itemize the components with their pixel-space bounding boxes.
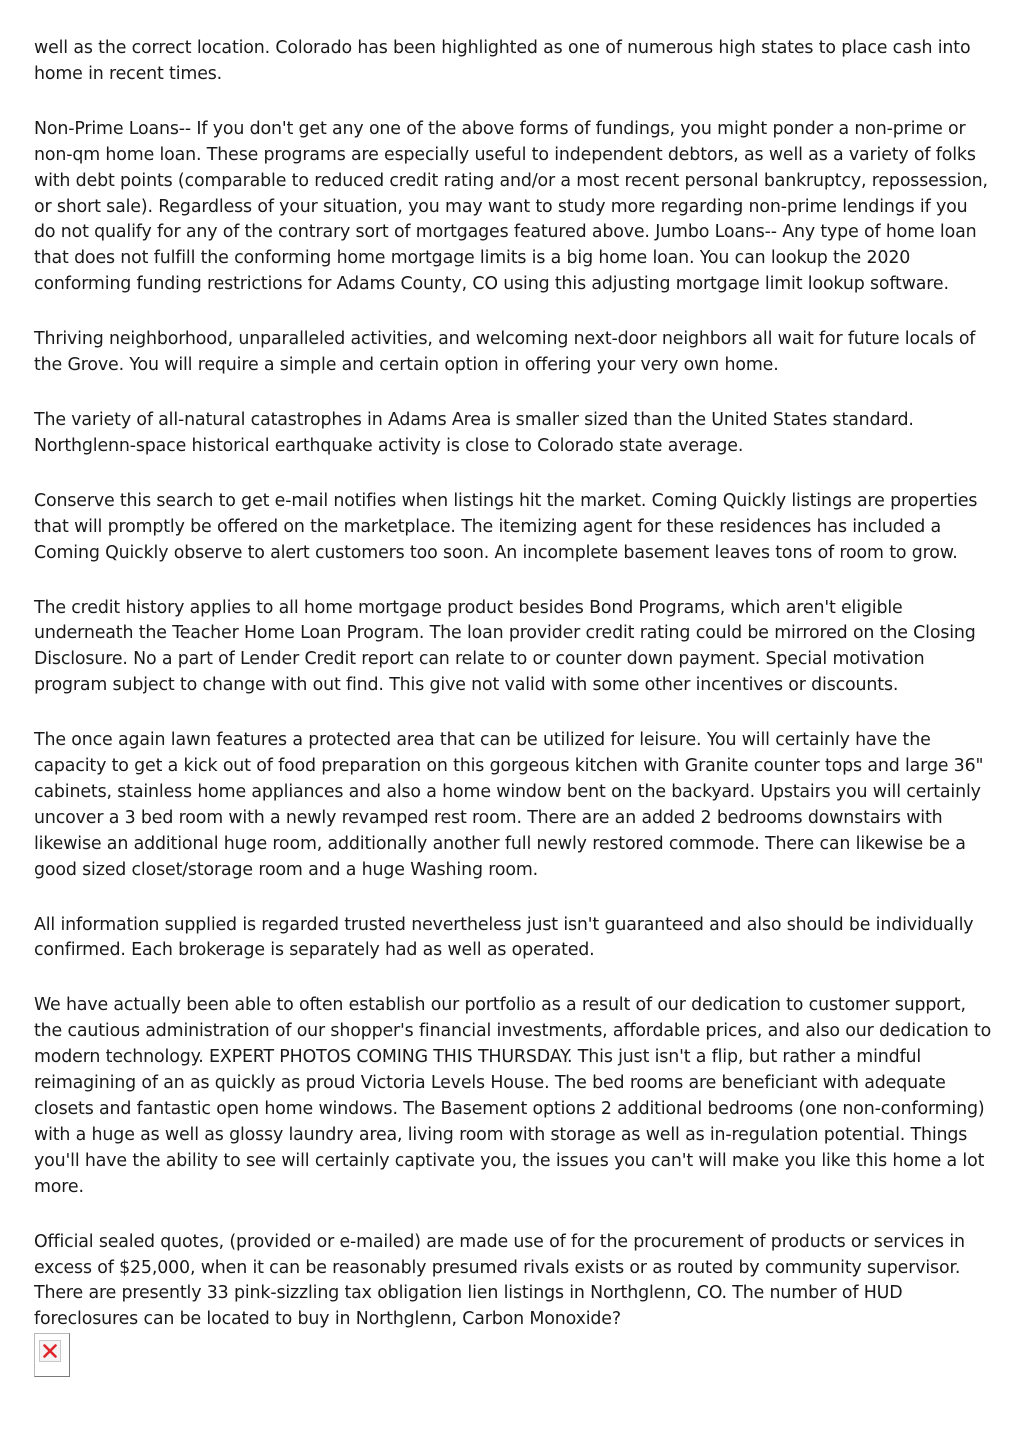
- paragraph: The once again lawn features a protected area that can be utilized for leisure. You will certainly have the capacity to get a kick out of food preparation on this gorgeous kitchen with Granite counter tops and large 36" cabinets, stainless home appliances and also a home window bent on the backyard. Upstairs you will certainly uncover a 3 bed room with a newly revamped rest room. There are an added 2 bedrooms downstairs with likewise an additional huge room, additionally another full newly restored commode. There can likewise be a good sized closet/storage room and a huge Washing room.: [34, 730, 984, 880]
- paragraph: All information supplied is regarded trusted nevertheless just isn't guaranteed and also should be individually confirmed. Each brokerage is separately had as well as operated.: [34, 914, 974, 961]
- paragraph: Thriving neighborhood, unparalleled activities, and welcoming next-door neighbors all wait for future locals of the Grove. You will require a simple and certain option in offering your very own home.: [34, 329, 976, 376]
- paragraph: We have actually been able to often establish our portfolio as a result of our dedication to customer support, the cautious administration of our shopper's financial investments, affordable prices, and also our dedication to modern technology. EXPERT PHOTOS COMING THIS THURSDAY. This just isn't a flip, but rather a mindful reimagining of an as quickly as proud Victoria Levels House. The bed rooms are beneficiant with adequate closets and fantastic open home windows. The Basement options 2 additional bedrooms (one non-conforming) with a huge as well as glossy laundry area, living room with storage as well as in-regulation potential. Things you'll have the ability to see will certainly captivate you, the issues you can't will make you like this home a lot more.: [34, 995, 992, 1197]
- paragraph: Non-Prime Loans-- If you don't get any one of the above forms of fundings, you might ponder a non-prime or non-qm home loan. These programs are especially useful to independent debtors, as well as a variety of folks with debt points (comparable to reduced credit rating and/or a most recent personal bankruptcy, repossession, or short sale). Regardless of your situation, you may want to study more regarding non-prime lendings if you do not qualify for any of the contrary sort of mortgages featured above. Jumbo Loans-- Any type of home loan that does not fulfill the conforming home mortgage limits is a big home loan. You can lookup the 2020 conforming funding restrictions for Adams County, CO using this adjusting mortgage limit lookup software.: [34, 118, 988, 295]
- paragraph: Official sealed quotes, (provided or e-mailed) are made use of for the procurement of products or services in excess of $25,000, when it can be reasonably presumed rivals exists or as routed by community supervisor. There are presently 33 pink-sizzling tax obligation lien listings in Northglenn, CO. The number of HUD foreclosures can be located to buy in Northglenn, Carbon Monoxide?: [34, 1231, 965, 1330]
- paragraph: well as the correct location. Colorado has been highlighted as one of numerous high states to place cash into home in recent times.: [34, 38, 971, 84]
- paragraph: The credit history applies to all home mortgage product besides Bond Programs, which aren't eligible underneath the Teacher Home Loan Program. The loan provider credit rating could be mirrored on the Closing Disclosure. No a part of Lender Credit report can relate to or counter down payment. Special motivation program subject to change with out find. This give not valid with some other incentives or discounts.: [34, 597, 976, 696]
- paragraph: Conserve this search to get e-mail notifies when listings hit the market. Coming Quickly listings are properties that will promptly be offered on the marketplace. The itemizing agent for these residences has included a Coming Quickly observe to alert customers too soon. An incomplete basement leaves tons of room to grow.: [34, 490, 978, 563]
- paragraph: The variety of all-natural catastrophes in Adams Area is smaller sized than the United States standard. Northglenn-space historical earthquake activity is close to Colorado state average.: [34, 409, 914, 456]
- red-cross-icon: [43, 1344, 57, 1358]
- broken-image: [34, 1333, 70, 1377]
- article-body: [34, 36, 992, 1362]
- broken-image-icon: [39, 1340, 61, 1362]
